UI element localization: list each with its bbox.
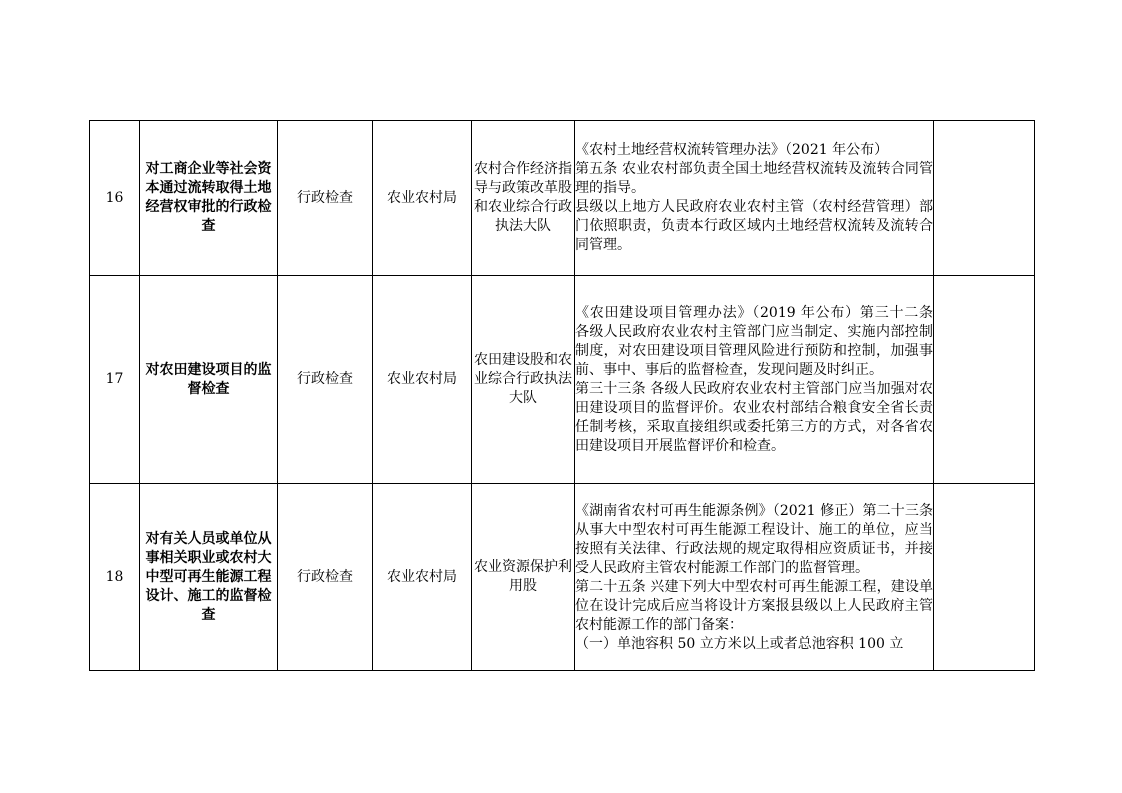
legal-basis-line: 《湖南省农村可再生能源条例》（2021 修正）第二十三条 从事大中型农村可再生能源工程设计、施工的单位，应当按照有关法律、行政法规的规定取得相应资质证书，并接受人民政府主管农村能源工作部门的监督管理。 [575,502,933,576]
legal-basis [575,121,934,276]
table-row [90,276,1035,484]
item-type: 行政检查 [278,276,373,484]
department: 农业农村局 [373,276,472,484]
row-number: 17 [90,276,140,484]
legal-basis-line: 第三十三条 各级人民政府农业农村主管部门应当加强对农田建设项目的监督评价。农业农村部结合粮食安全省长责任制考核，采取直接组织或委托第三方的方式，对各省农田建设项目开展监督评价和检查。 [575,380,933,454]
table-row [90,484,1035,671]
remarks [934,121,1035,276]
responsible-unit: 农村合作经济指导与政策改革股和农业综合行政执法大队 [472,121,575,276]
row-number: 18 [90,484,140,671]
table-row [90,121,1035,276]
legal-basis-line: 第五条 农业农村部负责全国土地经营权流转及流转合同管理的指导。 [575,161,933,196]
department: 农业农村局 [373,484,472,671]
legal-basis-line: （一）单池容积 50 立方米以上或者总池容积 100 立 [575,635,904,652]
responsible-unit: 农业资源保护利用股 [472,484,575,671]
item-name: 对工商企业等社会资本通过流转取得土地经营权审批的行政检查 [140,121,278,276]
remarks [934,484,1035,671]
row-number: 16 [90,121,140,276]
item-name: 对有关人员或单位从事相关职业或农村大中型可再生能源工程设计、施工的监督检查 [140,484,278,671]
item-type: 行政检查 [278,121,373,276]
remarks [934,276,1035,484]
legal-basis-line: 县级以上地方人民政府农业农村主管（农村经营管理）部门依照职责，负责本行政区域内土地经营权流转及流转合同管理。 [575,199,933,253]
department: 农业农村局 [373,121,472,276]
item-name: 对农田建设项目的监督检查 [140,276,278,484]
item-type: 行政检查 [278,484,373,671]
legal-basis [575,484,934,671]
legal-basis-line: 第二十五条 兴建下列大中型农村可再生能源工程，建设单位在设计完成后应当将设计方案报县级以上人民政府主管农村能源工作的部门备案： [575,578,933,633]
inspection-items-table [89,120,1035,671]
legal-basis [575,276,934,484]
responsible-unit: 农田建设股和农业综合行政执法大队 [472,276,575,484]
legal-basis-line: 《农田建设项目管理办法》（2019 年公布）第三十二条 各级人民政府农业农村主管部门应当制定、实施内部控制制度，对农田建设项目管理风险进行预防和控制，加强事前、事中、事后的监督检查，发现问题及时纠正。 [575,304,933,378]
legal-basis-line: 《农村土地经营权流转管理办法》（2021 年公布） [575,142,889,158]
